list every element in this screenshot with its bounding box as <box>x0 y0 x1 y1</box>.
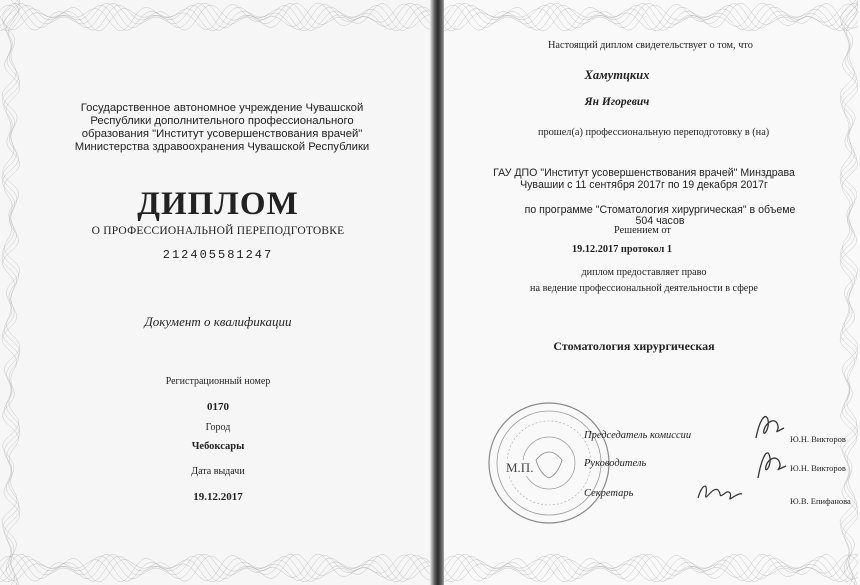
organization-line: ГАУ ДПО "Институт усовершенствования врачей" Минздрава <box>493 167 795 179</box>
document-type: Документ о квалификации <box>144 314 292 329</box>
city-label: Город <box>205 422 231 433</box>
guilloche-border-bottom <box>0 551 436 585</box>
registration-label: Регистрационный номер <box>165 376 271 387</box>
decision-value: 19.12.2017 протокол 1 <box>572 244 672 255</box>
specialty: Стоматология хирургическая <box>553 339 715 353</box>
institution-line: Государственное автономное учреждение Чувашской <box>80 102 364 114</box>
eagle-emblem-icon <box>536 452 562 478</box>
seal-place-mark: М.П. <box>506 460 534 475</box>
guilloche-border-top <box>444 0 860 34</box>
certification-intro: Настоящий диплом свидетельствует о том, что <box>548 40 753 51</box>
guilloche-line <box>0 554 435 582</box>
institution-line: Республики дополнительного профессионального <box>90 115 354 127</box>
decision-label: Решением от <box>614 225 671 236</box>
director-signature <box>750 444 790 484</box>
institution-line: Министерства здравоохранения Чувашской Республики <box>74 141 370 153</box>
city-value: Чебоксары <box>191 441 245 452</box>
diploma-subtitle: О ПРОФЕССИОНАЛЬНОЙ ПЕРЕПОДГОТОВКЕ <box>91 225 345 237</box>
signatory-name: Ю.Н. Викторов <box>790 463 846 473</box>
signature-role: Председатель комиссии <box>584 430 692 441</box>
institution-name <box>20 102 424 154</box>
signature-role: Секретарь <box>584 488 634 499</box>
diploma-number: 212405581247 <box>162 248 274 262</box>
signature-role: Руководитель <box>584 458 647 469</box>
diploma-title: ДИПЛОМ <box>137 186 299 222</box>
institution-line: образования "Институт усовершенствования врачей" <box>81 128 363 140</box>
holder-surname: Хамутцких <box>584 68 650 82</box>
program-text <box>500 205 820 227</box>
organization-text <box>484 167 804 191</box>
chairman-signature <box>750 408 790 444</box>
issue-date-label: Дата выдачи <box>191 466 245 477</box>
rights-text <box>494 265 794 297</box>
rights-line: на ведение профессиональной деятельности в сфере <box>530 283 758 294</box>
issue-date-value: 19.12.2017 <box>193 491 243 503</box>
signatory-name: Ю.В. Епифанова <box>790 496 851 506</box>
holder-name: Ян Игоревич <box>584 96 650 108</box>
guilloche-line <box>0 3 435 31</box>
program-line: по программе "Стоматология хирургическая" в объеме <box>524 204 796 216</box>
passed-text: прошел(а) профессиональную переподготовку в (на) <box>538 127 770 138</box>
rights-line: диплом предоставляет право <box>581 267 707 278</box>
secretary-signature <box>694 478 746 510</box>
guilloche-border-bottom <box>444 551 860 585</box>
organization-line: Чувашии с 11 сентября 2017г по 19 декабря 2017г <box>520 179 768 191</box>
guilloche-border-top <box>0 0 436 34</box>
signatory-name: Ю.Н. Викторов <box>790 434 846 444</box>
registration-number: 0170 <box>207 401 229 413</box>
program-hours: 504 часов <box>635 215 685 227</box>
diploma-content-page <box>444 0 860 585</box>
